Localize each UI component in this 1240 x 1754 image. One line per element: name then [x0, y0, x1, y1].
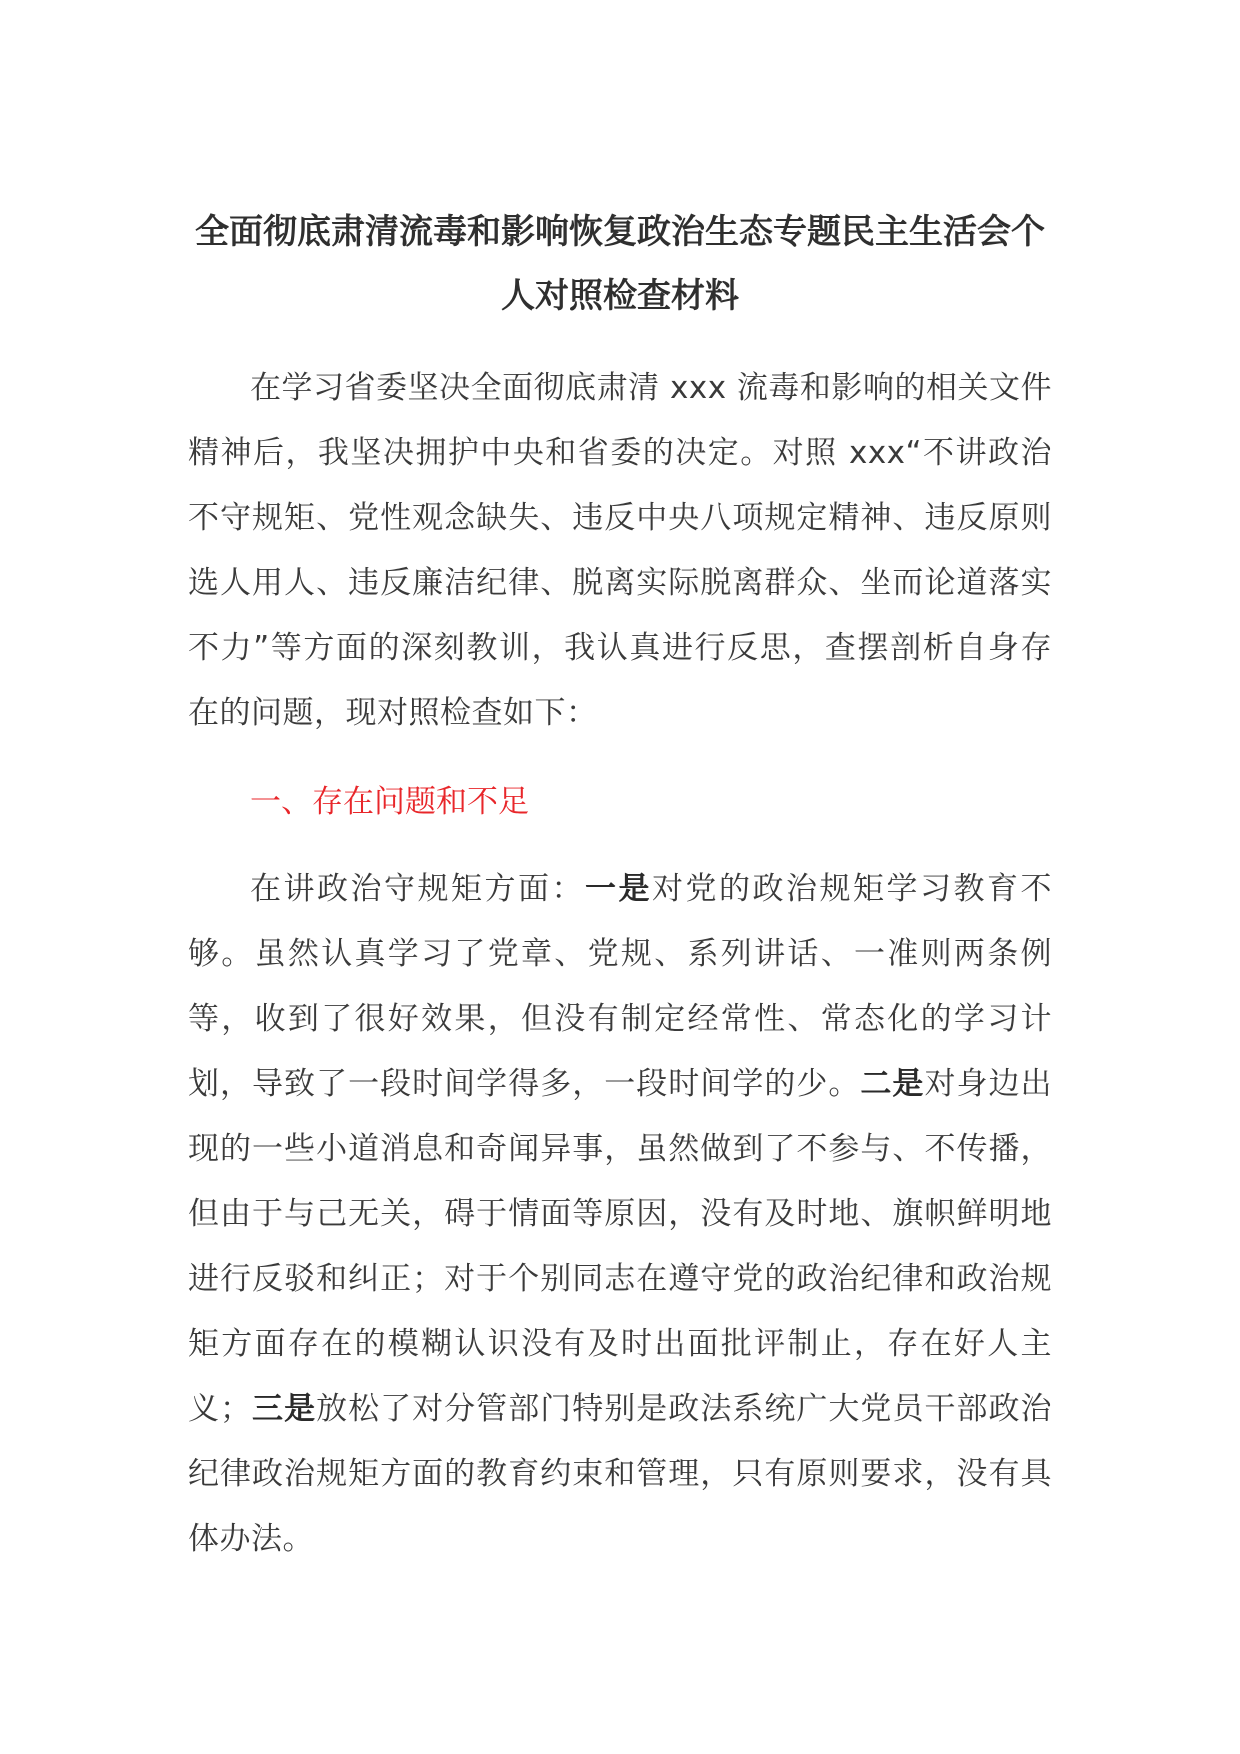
point-two-text: 对身边出现的一些小道消息和奇闻异事，虽然做到了不参与、不传播，但由于与己无关，碍于情面等原因，没有及时地、旗帜鲜明地进行反驳和纠正；对于个别同志在遵守党的政治纪律和政治规矩方面存在的模糊认识没有及时出面批评制止，存在好人主义；	[188, 1066, 1053, 1427]
point-three-text: 放松了对分管部门特别是政法系统广大党员干部政治纪律政治规矩方面的教育约束和管理，只有原则要求，没有具体办法。	[188, 1391, 1053, 1557]
point-two-marker: 二是	[860, 1066, 925, 1102]
section-heading-problems: 一、存在问题和不足	[250, 784, 529, 820]
paragraph-lead: 在讲政治守规矩方面：	[250, 871, 585, 907]
title-line-2: 人对照检查材料	[501, 276, 739, 316]
title-line-1: 全面彻底肃清流毒和影响恢复政治生态专题民主生活会个	[195, 212, 1045, 252]
document-page	[188, 200, 1052, 1572]
point-one-text: 对党的政治规矩学习教育不够。虽然认真学习了党章、党规、系列讲话、一准则两条例等，收到了很好效果，但没有制定经常性、常态化的学习计划，导致了一段时间学得多，一段时间学的少。	[188, 871, 1052, 1102]
intro-paragraph: 在学习省委坚决全面彻底肃清 xxx 流毒和影响的相关文件精神后，我坚决拥护中央和省委的决定。对照 xxx“不讲政治不守规矩、党性观念缺失、违反中央八项规定精神、违反原则选人用人、违反廉洁纪律、脱离实际脱离群众、坐而论道落实不力”等方面的深刻教训，我认真进行反思，查摆剖析自身存在的问题，现对照检查如下：	[188, 370, 1052, 731]
point-three-marker: 三是	[251, 1391, 317, 1427]
document-title	[188, 200, 1052, 328]
point-one-marker: 一是	[585, 871, 652, 907]
section1-paragraph	[188, 857, 1052, 1572]
